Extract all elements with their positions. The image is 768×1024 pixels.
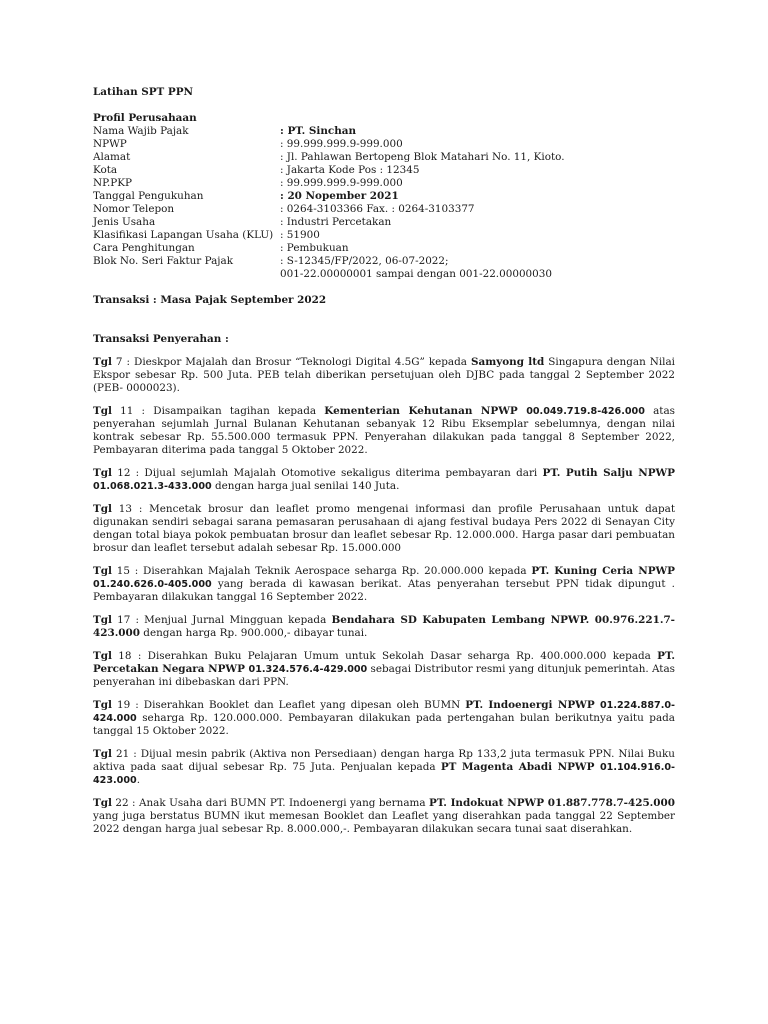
transaction-text: 12 : Dijual sejumlah Majalah Otomotive sekaligus diterima pembayaran dari: [111, 467, 543, 479]
profile-row: [93, 255, 675, 268]
profile-key: NPWP: [93, 138, 127, 150]
profile-row: [93, 125, 675, 138]
transaction-text: 18 : Diserahkan Buku Pelajaran Umum untuk Sekolah Dasar seharga Rp. 400.000.000 kepada: [111, 650, 658, 662]
transaction-text: 21 : Dijual mesin pabrik (Aktiva non Persediaan) dengan harga Rp 133,2 juta termasuk PPN. Nilai Buku aktiva pada saat dijual sebesar Rp. 75 Juta. Penjualan kepada: [93, 748, 675, 773]
profile-row: [93, 151, 675, 164]
transaction-date-label: Tgl: [93, 565, 112, 577]
transaction-emphasis: 01.104.916.0-423.000: [93, 762, 675, 786]
transaction-list: [93, 356, 675, 836]
transaction-text: 13 : Mencetak brosur dan leaflet promo mengenai informasi dan profile Perusahaan untuk dapat digunakan sendiri sebagai sarana pemasaran perusahaan di ajang festival budaya Pers 2022 di Senayan City dengan total biaya pokok pembuatan brosur dan leaflet sebesar Rp. 12.000.000. Harga pasar dari pembuatan brosur dan leaflet tersebut adalah sebesar Rp. 15.000.000: [93, 503, 675, 554]
profile-row: [93, 190, 675, 203]
profile-row: [93, 216, 675, 229]
profile-heading: Profil Perusahaan: [93, 112, 197, 124]
profile-value: : 51900: [280, 229, 320, 241]
transaction-item: [93, 748, 675, 787]
transaction-text: sebagai Distributor resmi yang ditunjuk pemerintah. Atas penyerahan ini dibebaskan dari PPN.: [93, 663, 676, 688]
profile-key: Nama Wajib Pajak: [93, 125, 189, 137]
transaction-date-label: Tgl: [93, 650, 112, 662]
transaction-emphasis: 01.224.887.0-424.000: [93, 700, 675, 724]
transaction-emphasis: PT. Indokuat NPWP 01.887.778.7-425.000: [429, 797, 675, 809]
profile-key: Klasifikasi Lapangan Usaha (KLU): [93, 229, 274, 241]
profile-key: NP.PKP: [93, 177, 133, 189]
profile-key: Tanggal Pengukuhan: [93, 190, 204, 202]
transaction-emphasis: 01.324.576.4-429.000: [248, 664, 368, 675]
profile-row: [93, 268, 675, 281]
transaction-date-label: Tgl: [93, 405, 112, 417]
document-title: Latihan SPT PPN: [93, 86, 194, 98]
company-profile-table: [93, 125, 675, 281]
transaction-text: 22 : Anak Usaha dari BUMN PT. Indoenergi yang bernama: [111, 797, 429, 809]
transaction-item: [93, 503, 675, 555]
transaction-text: 7 : Dieskpor Majalah dan Brosur “Teknologi Digital 4.5G” kepada: [111, 356, 471, 368]
profile-row: [93, 242, 675, 255]
transaction-item: [93, 565, 675, 604]
profile-value: : 0264-3103366 Fax. : 0264-3103377: [280, 203, 475, 215]
transaction-emphasis: Kementerian Kehutanan NPWP: [324, 405, 527, 417]
document-body: [93, 86, 675, 836]
transaction-emphasis: Bendahara SD Kabupaten Lembang NPWP. 00.976.221.7-423.000: [93, 614, 675, 639]
profile-value: : Pembukuan: [280, 242, 349, 254]
transaction-date-label: Tgl: [93, 467, 112, 479]
profile-value: : Jl. Pahlawan Bertopeng Blok Matahari No. 11, Kioto.: [280, 151, 565, 163]
transaction-item: [93, 699, 675, 738]
profile-value: : 99.999.999.9-999.000: [280, 138, 403, 150]
transaction-emphasis: PT Magenta Abadi NPWP: [440, 761, 600, 773]
transaction-emphasis: 00.049.719.8-426.000: [526, 406, 645, 417]
profile-key: Kota: [93, 164, 118, 176]
profile-value: : 99.999.999.9-999.000: [280, 177, 403, 189]
profile-key: Blok No. Seri Faktur Pajak: [93, 255, 234, 267]
transaction-item: [93, 467, 675, 493]
delivery-transactions-heading: Transaksi Penyerahan :: [93, 333, 229, 345]
transaction-text: dengan harga Rp. 900.000,- dibayar tunai.: [140, 627, 368, 639]
profile-key: Alamat: [93, 151, 131, 163]
profile-value: 001-22.00000001 sampai dengan 001-22.00000030: [280, 268, 552, 280]
profile-value: : PT. Sinchan: [280, 125, 357, 137]
transaction-emphasis: PT. Indoenergi NPWP: [465, 699, 600, 711]
profile-row: [93, 138, 675, 151]
profile-row: [93, 203, 675, 216]
profile-value: : 20 Nopember 2021: [280, 190, 399, 202]
transaction-emphasis: 01.068.021.3-433.000: [93, 481, 212, 492]
transaction-text: yang juga berstatus BUMN ikut memesan Booklet dan Leaflet yang diserahkan pada tanggal 22 September 2022 dengan harga jual sebesar Rp. 8.000.000,-. Pembayaran dilakukan secara tunai saat diserahkan.: [93, 810, 675, 835]
transaction-date-label: Tgl: [93, 503, 112, 515]
profile-row: [93, 229, 675, 242]
transaction-emphasis: PT. Percetakan Negara NPWP: [93, 650, 675, 675]
transaction-date-label: Tgl: [93, 748, 112, 760]
profile-value: : Jakarta Kode Pos : 12345: [280, 164, 420, 176]
transaction-item: [93, 614, 675, 640]
transaction-text: 15 : Diserahkan Majalah Teknik Aerospace seharga Rp. 20.000.000 kepada: [111, 565, 532, 577]
transaction-text: .: [136, 774, 141, 786]
profile-value: : S-12345/FP/2022, 06-07-2022;: [280, 255, 449, 267]
transaction-text: seharga Rp. 120.000.000. Pembayaran dilakukan pada pertengahan bulan berikutnya yaitu pada tanggal 15 Oktober 2022.: [93, 712, 675, 737]
transaction-date-label: Tgl: [93, 356, 112, 368]
profile-key: [93, 268, 280, 281]
transaction-text: yang berada di kawasan berikat. Atas penyerahan tersebut PPN tidak dipungut . Pembayaran dilakukan tanggal 16 September 2022.: [93, 578, 675, 603]
transaction-emphasis: Samyong ltd: [470, 356, 545, 368]
profile-key: Cara Penghitungan: [93, 242, 195, 254]
transaction-emphasis: PT. Kuning Ceria NPWP: [531, 565, 675, 577]
transaction-text: Singapura dengan Nilai Ekspor sebesar Rp. 500 Juta. PEB telah diberikan persetujuan oleh DJBC pada tanggal 2 September 2022 (PEB- 0000023).: [93, 356, 676, 394]
transaction-period-heading: Transaksi : Masa Pajak September 2022: [93, 294, 327, 306]
transaction-text: atas penyerahan sejumlah Jurnal Bulanan Kehutanan sebanyak 12 Ribu Eksemplar sebelumnya, dengan nilai kontrak sebesar Rp. 55.500.000 termasuk PPN. Penyerahan dilakukan pada tanggal 8 September 2022, Pembayaran diterima pada tanggal 5 Oktober 2022.: [93, 405, 675, 456]
profile-row: [93, 177, 675, 190]
transaction-emphasis: 01.240.626.0-405.000: [93, 579, 212, 590]
transaction-emphasis: PT. Putih Salju NPWP: [542, 467, 675, 479]
transaction-text: dengan harga jual senilai 140 Juta.: [211, 480, 400, 492]
transaction-text: 11 : Disampaikan tagihan kepada: [111, 405, 325, 417]
transaction-item: [93, 356, 675, 395]
transaction-text: 19 : Diserahkan Booklet dan Leaflet yang dipesan oleh BUMN: [111, 699, 466, 711]
transaction-date-label: Tgl: [93, 797, 112, 809]
profile-key: Jenis Usaha: [93, 216, 156, 228]
profile-value: : Industri Percetakan: [280, 216, 392, 228]
transaction-item: [93, 797, 675, 836]
profile-row: [93, 164, 675, 177]
transaction-date-label: Tgl: [93, 614, 112, 626]
profile-key: Nomor Telepon: [93, 203, 175, 215]
transaction-item: [93, 650, 675, 689]
transaction-text: 17 : Menjual Jurnal Mingguan kepada: [111, 614, 332, 626]
transaction-date-label: Tgl: [93, 699, 112, 711]
transaction-item: [93, 405, 675, 457]
